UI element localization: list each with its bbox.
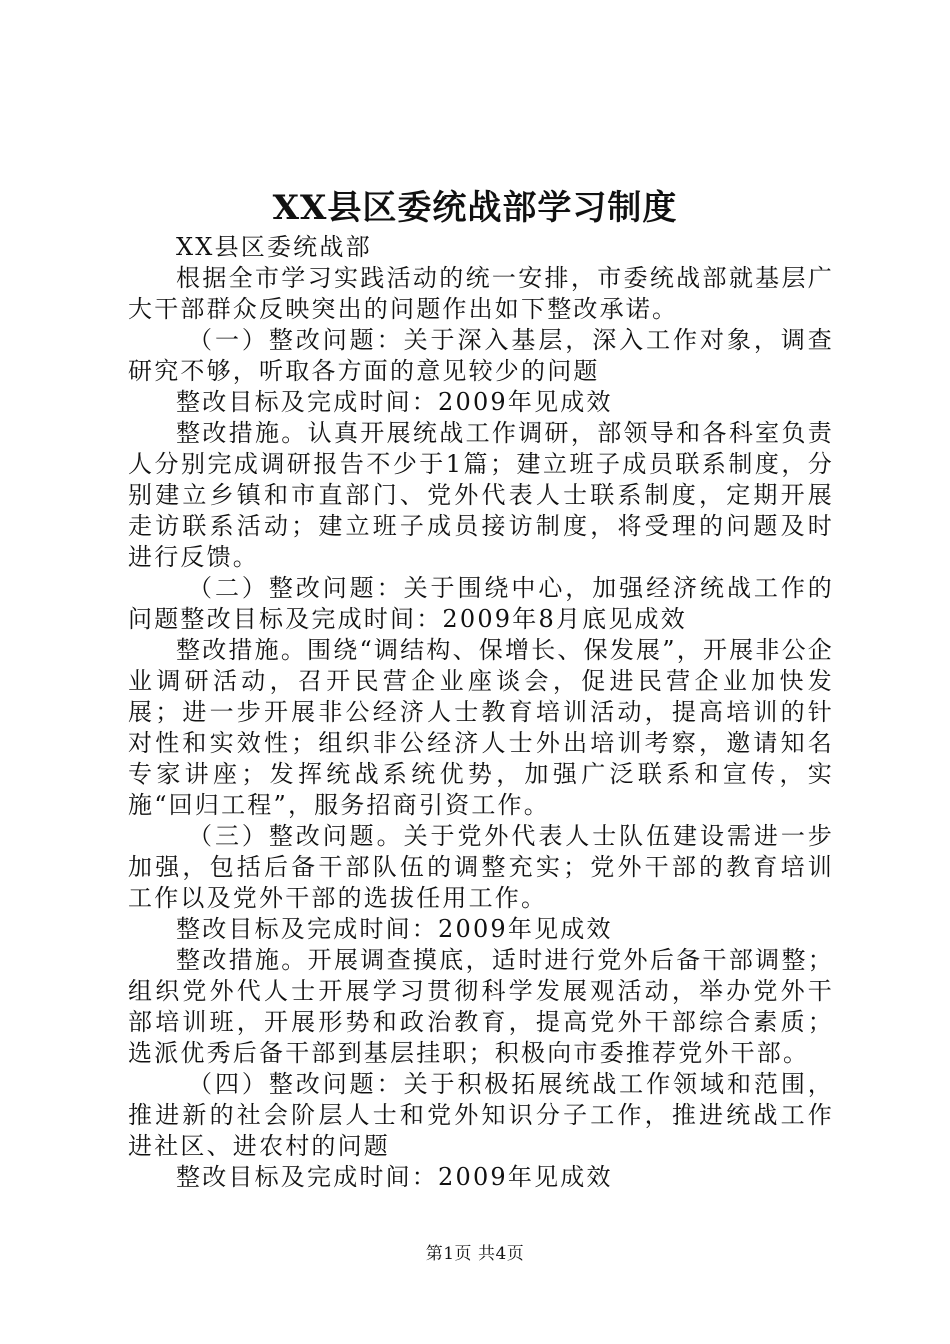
issue-3-paragraph: （三）整改问题。关于党外代表人士队伍建设需进一步加强，包括后备干部队伍的调整充实；党外干部的教育培训工作以及党外干部的选拔任用工作。: [128, 822, 834, 912]
issue-1-measures-paragraph: 整改措施。认真开展统战工作调研，部领导和各科室负责人分别完成调研报告不少于1篇；建立班子成员联系制度，分别建立乡镇和市直部门、党外代表人士联系制度，定期开展走访联系活动；建立班子成员接访制度，将受理的问题及时进行反馈。: [128, 419, 834, 571]
issue-3-target-paragraph: 整改目标及完成时间：2009年见成效: [176, 915, 613, 943]
issue-1-paragraph: （一）整改问题：关于深入基层，深入工作对象，调查研究不够，听取各方面的意见较少的问题: [128, 326, 834, 385]
issue-2-measures-paragraph: 整改措施。围绕“调结构、保增长、保发展”，开展非公企业调研活动，召开民营企业座谈会，促进民营企业加快发展；进一步开展非公经济人士教育培训活动，提高培训的针对性和实效性；组织非公经济人士外出培训考察，邀请知名专家讲座；发挥统战系统优势，加强广泛联系和宣传，实施“回归工程”，服务招商引资工作。: [128, 636, 834, 819]
document-title: XX县区委统战部学习制度: [272, 188, 678, 228]
issue-2-paragraph: （二）整改问题：关于围绕中心，加强经济统战工作的问题整改目标及完成时间：2009年8月底见成效: [128, 574, 834, 633]
issue-1-target-paragraph: 整改目标及完成时间：2009年见成效: [176, 388, 613, 416]
issue-3-measures-paragraph: 整改措施。开展调查摸底，适时进行党外后备干部调整；组织党外代人士开展学习贯彻科学发展观活动，举办党外干部培训班，开展形势和政治教育，提高党外干部综合素质；选派优秀后备干部到基层挂职；积极向市委推荐党外干部。: [128, 946, 834, 1067]
page-footer: 第1页 共4页: [425, 1244, 525, 1264]
issue-4-target-paragraph: 整改目标及完成时间：2009年见成效: [176, 1163, 613, 1191]
issue-4-paragraph: （四）整改问题：关于积极拓展统战工作领域和范围，推进新的社会阶层人士和党外知识分子工作，推进统战工作进社区、进农村的问题: [128, 1070, 834, 1160]
intro-paragraph: 根据全市学习实践活动的统一安排，市委统战部就基层广大干部群众反映突出的问题作出如下整改承诺。: [128, 264, 834, 323]
document-body: [128, 232, 834, 1193]
author-line: XX县区委统战部: [176, 233, 372, 261]
